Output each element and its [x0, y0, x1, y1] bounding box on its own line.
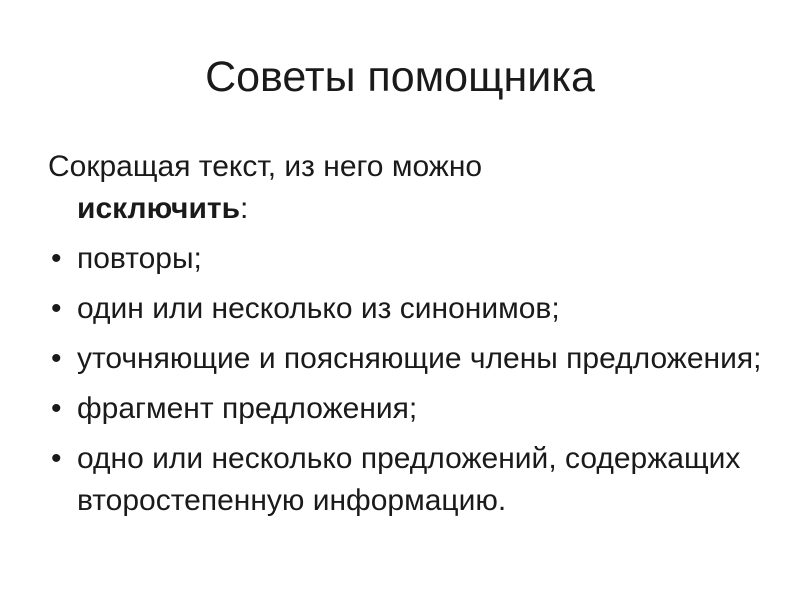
list-item-text: уточняющие и поясняющие члены предложения; — [77, 342, 762, 375]
list-item — [48, 438, 768, 522]
slide-title: Советы помощника — [205, 53, 595, 101]
bullet-icon: • — [51, 242, 62, 275]
list-item-text: один или несколько из синонимов; — [77, 292, 560, 325]
intro-emphasis: исключить — [77, 192, 241, 225]
list-item-text: фрагмент предложения; — [77, 392, 418, 425]
list-item-text: одно или несколько предложений, содержащих второстепенную информацию. — [77, 442, 741, 517]
bullet-icon: • — [51, 392, 62, 425]
list-item — [48, 388, 768, 430]
tips-list — [48, 238, 768, 530]
bullet-icon: • — [51, 342, 62, 375]
list-item — [48, 338, 768, 380]
list-item — [48, 288, 768, 330]
intro-text: Сокращая текст, из него можно — [48, 150, 483, 183]
bullet-icon: • — [51, 442, 62, 475]
intro-line-2 — [48, 188, 768, 230]
bullet-icon: • — [51, 292, 62, 325]
list-item-text: повторы; — [77, 242, 202, 275]
list-item — [48, 238, 768, 280]
intro-paragraph — [48, 146, 768, 230]
intro-suffix: : — [240, 192, 249, 225]
